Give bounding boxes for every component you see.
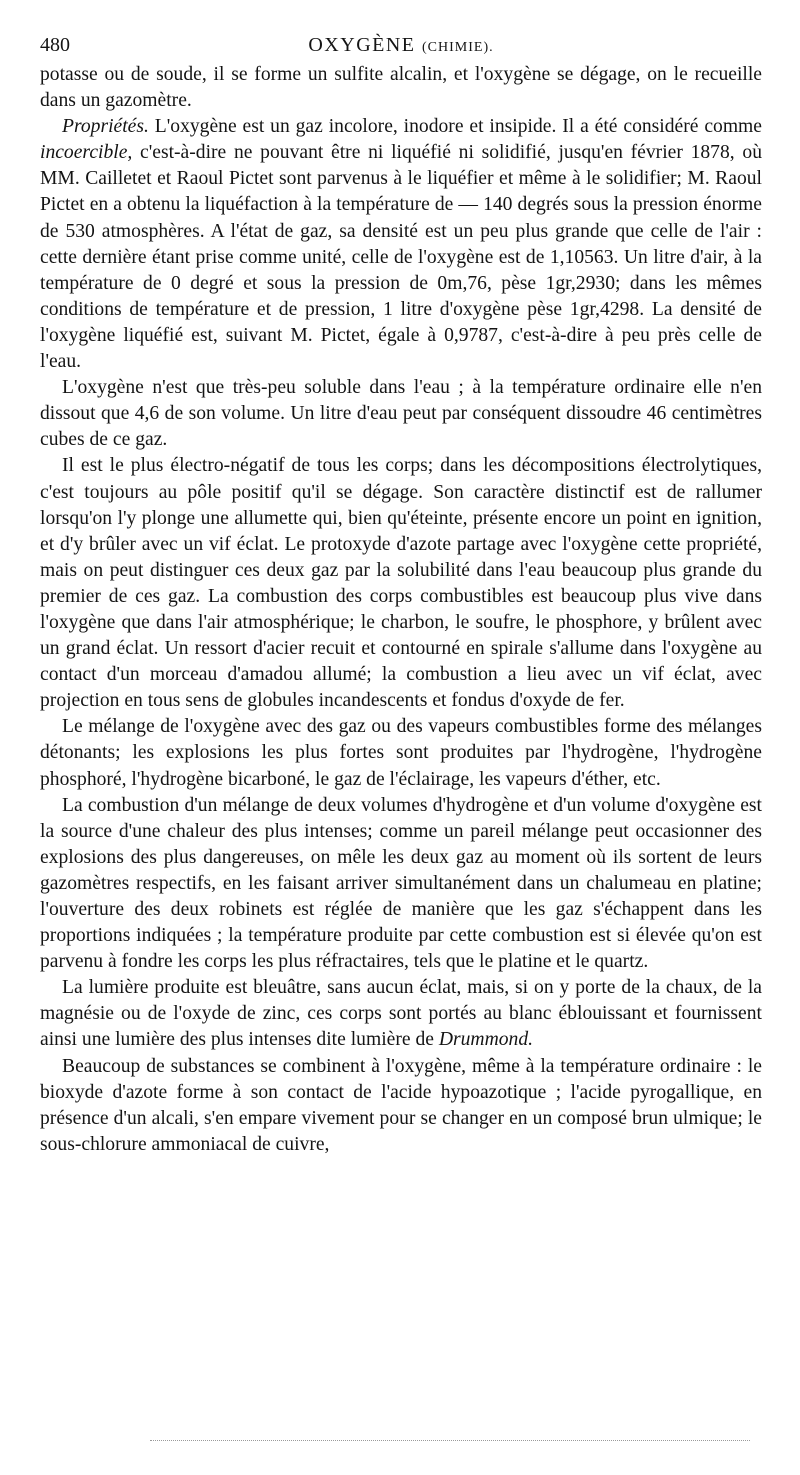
paragraph-continuation: potasse ou de soude, il se forme un sulfite alcalin, et l'oxygène se dégage, on le recueille dans un gazomètre. <box>40 64 762 112</box>
section-lead-proprietes: Propriétés. <box>62 116 149 138</box>
paragraph-electronegative: Il est le plus électro-négatif de tous les corps; dans les décompositions électrolytiques, c'est toujours au pôle positif qu'il se dégage. Son caractère distinctif est de rallumer lorsqu'on l'y plonge une allumette qui, bien qu'éteinte, présente encore un point en ignition, et d'y brûler avec un vif éclat. Le protoxyde d'azote partage avec l'oxygène cette propriété, mais on peut distinguer ces deux gaz par la solubilité dans l'eau beaucoup plus grande du premier de ces gaz. La combustion des corps combustibles est beaucoup plus vive dans l'oxygène que dans l'air atmosphérique; le charbon, le soufre, le phosphore, y brûlent avec un grand éclat. Un ressort d'acier recuit et contourné en spirale s'allume dans l'oxygène au contact d'un morceau d'amadou allumé; la combustion a lieu avec un vif éclat, avec projection en tous sens de globules incandescents et fondus d'oxyde de fer. <box>40 455 762 712</box>
page-number: 480 <box>40 34 70 56</box>
book-page <box>40 28 762 1158</box>
running-title-main: OXYGÈNE <box>308 34 416 56</box>
paragraph-light <box>40 975 762 1053</box>
term-incoercible: incoercible, <box>40 142 133 164</box>
paragraph-properties-text-a: L'oxygène est un gaz incolore, inodore et insipide. Il a été considéré comme <box>148 116 762 138</box>
paragraph-properties <box>40 114 762 375</box>
term-drummond: Drummond. <box>438 1029 534 1051</box>
footer-dotted-rule <box>150 1440 750 1441</box>
paragraph-combinations: Beaucoup de substances se combinent à l'oxygène, même à la température ordinaire : le bioxyde d'azote forme à son contact de l'acide hypoazotique ; l'acide pyrogallique, en présence d'un alcali, s'en empare vivement pour se changer en un composé brun ulmique; le sous-chlorure ammoniacal de cuivre, <box>40 1055 762 1155</box>
running-title-subtitle: (CHIMIE). <box>422 40 494 55</box>
paragraph-light-text: La lumière produite est bleuâtre, sans aucun éclat, mais, si on y porte de la chaux, de la magnésie ou de l'oxyde de zinc, ces corps sont portés au blanc éblouissant et fournissent ainsi une lumière des plus intenses dite lumière de <box>40 977 762 1051</box>
paragraph-combustion-heat: La combustion d'un mélange de deux volumes d'hydrogène et d'un volume d'oxygène est la source d'une chaleur des plus intenses; comme un pareil mélange peut occasionner des explosions des plus dangereuses, on mêle les deux gaz au moment où ils sortent de leurs gazomètres respectifs, en les faisant arriver simultanément dans un chalumeau en platine; l'ouverture des deux robinets est réglée de manière que les gaz s'échappent dans les proportions indiquées ; la température produite par cette combustion est si élevée qu'on est parvenu à fondre les corps les plus réfractaires, tels que le platine et le quartz. <box>40 794 762 973</box>
running-title <box>40 32 762 61</box>
page-header <box>40 28 762 62</box>
paragraph-properties-text-b: c'est-à-dire ne pouvant être ni liquéfié ni solidifié, jusqu'en février 1878, où MM. Cailletet et Raoul Pictet sont parvenus à le liquéfier et même à le solidifier; M. Raoul Pictet en a obtenu la liquéfaction à la température de — 140 degrés sous la pression énorme de 530 atmosphères. A l'état de gaz, sa densité est un peu plus grande que celle de l'air : cette dernière étant prise comme unité, celle de l'oxygène est de 1,10563. Un litre d'air, à la température de 0 degré et sous la pression de 0m,76, pèse 1gr,2930; dans les mêmes conditions de température et de pression, 1 litre d'oxygène pèse 1gr,4298. La densité de l'oxygène liquéfié est, suivant M. Pictet, égale à 0,9787, c'est-à-dire à peu près celle de l'eau. <box>40 142 762 373</box>
paragraph-detonating-mixtures: Le mélange de l'oxygène avec des gaz ou des vapeurs combustibles forme des mélanges détonants; les explosions les plus fortes sont produites par l'hydrogène, l'hydrogène phosphoré, l'hydrogène bicarboné, le gaz de l'éclairage, les vapeurs d'éther, etc. <box>40 716 762 790</box>
paragraph-solubility: L'oxygène n'est que très-peu soluble dans l'eau ; à la température ordinaire elle n'en dissout que 4,6 de son volume. Un litre d'eau peut par conséquent dissoudre 46 centimètres cubes de ce gaz. <box>40 377 762 451</box>
